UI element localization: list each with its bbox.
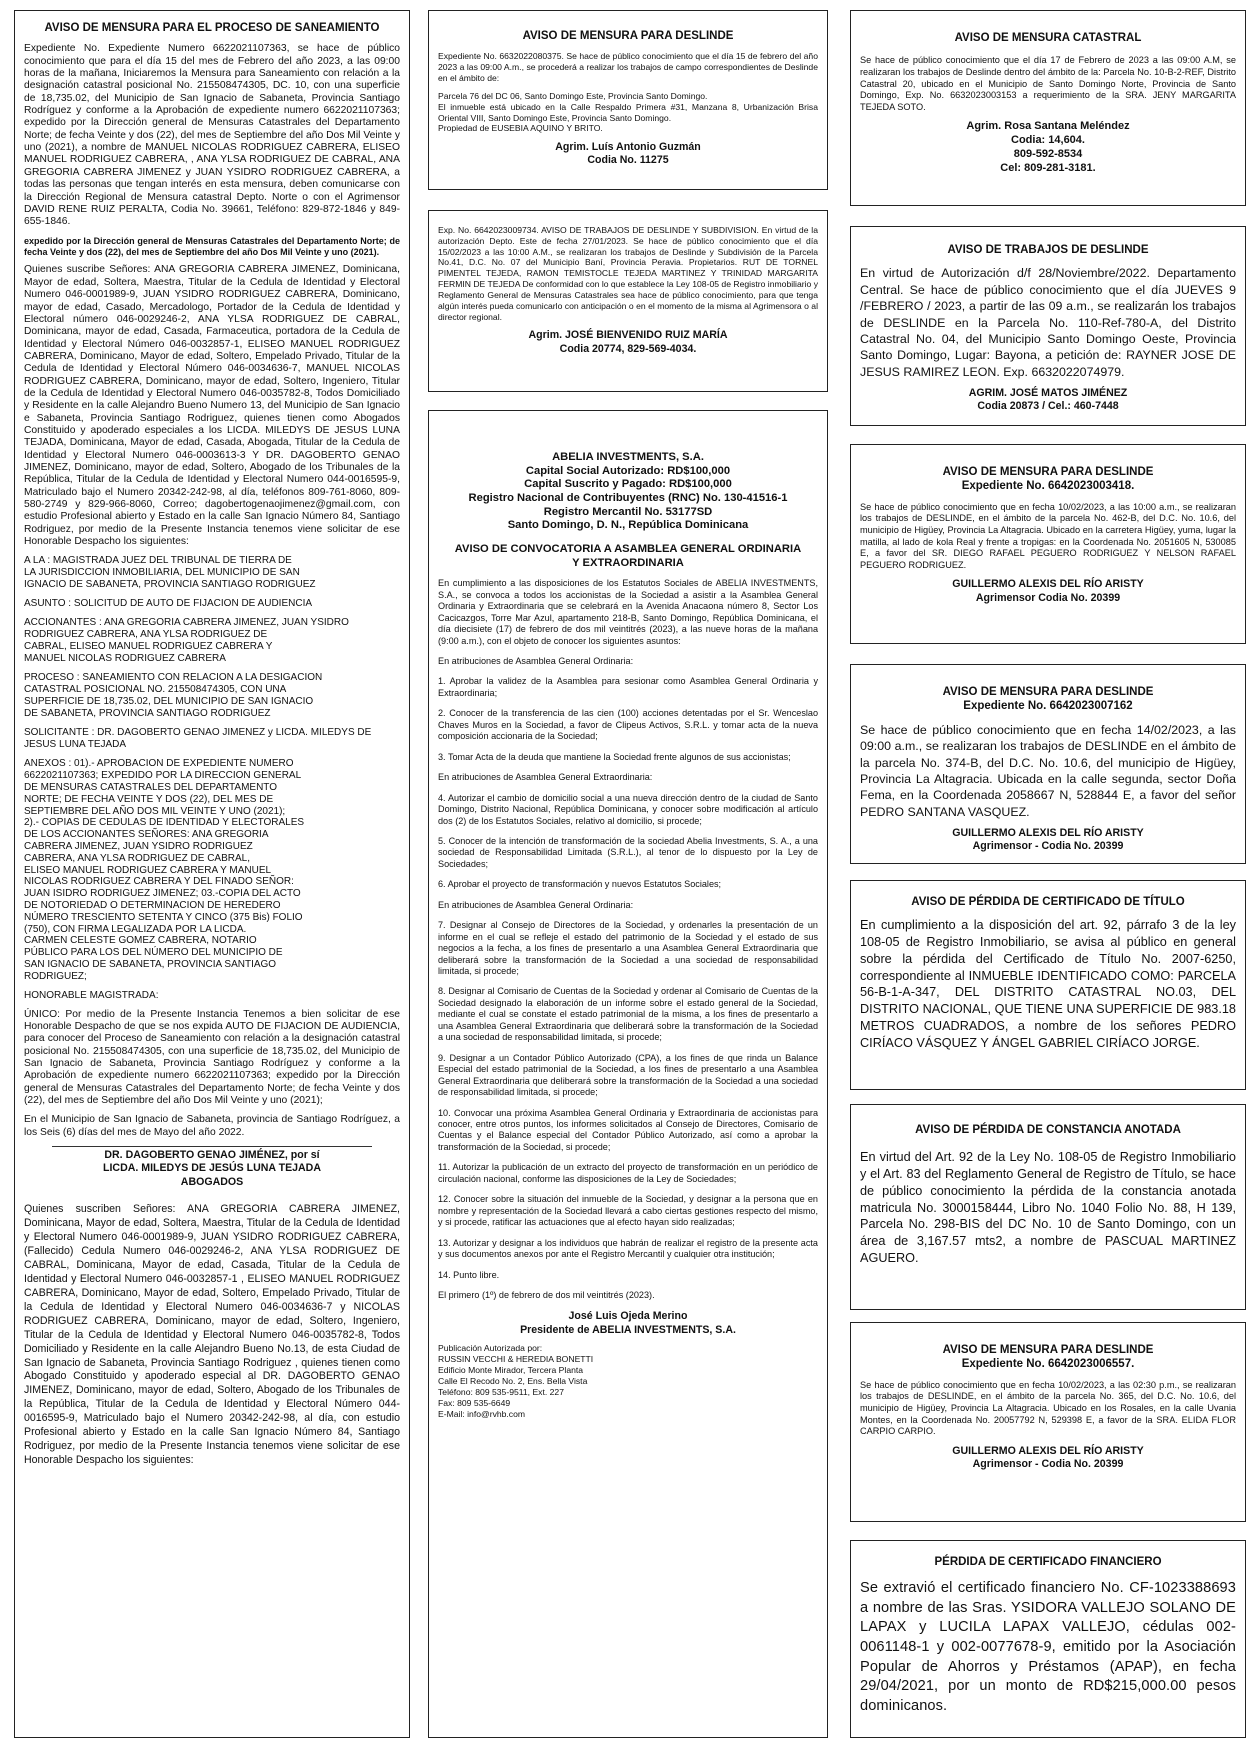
signature: AGRIM. JOSÉ MATOS JIMÉNEZ Codia 20873 / Cel.: 460-7448	[968, 387, 1128, 413]
agenda-item: En atribuciones de Asamblea General Ordinaria:	[438, 899, 634, 910]
notice-paragraph: ACCIONANTES : ANA GREGORIA CABRERA JIMENEZ, JUAN YSIDRO RODRIGUEZ CABRERA, ANA YLSA RODRIGUEZ DE CABRAL, ELISEO MANUEL RODRIGUEZ CABRERA Y MANUEL NICOLAS RODRIGUEZ CABRERA	[24, 617, 349, 665]
notice-deslinde-subdivision	[428, 210, 828, 392]
notice-paragraph: ASUNTO : SOLICITUD DE AUTO DE FIJACION DE AUDIENCIA	[24, 598, 313, 610]
signature: Agrim. Rosa Santana Meléndez Codia: 14,604. 809-592-8534 Cel: 809-281-3181.	[966, 120, 1130, 174]
notice-paragraph: Exp. No. 6642023009734. AVISO DE TRABAJOS DE DESLINDE Y SUBDIVISION. En virtud de la autorización Depto. Este de fecha 27/01/2023. Se hace de público conocimiento que el día 15/02/2023 a las 10:00 A.M., se realizaran los trabajos de Deslinde y Subdivisión de la Parcela No.41, D.C. No. 07 del Municipio Baní, Provincia Peravia. Propietarios. RUT DE TORNEL PIMENTEL TEJEDA, RAMON TEMISTOCLE TEJEDA MARTINEZ Y TRINIDAD MARGARITA FERMIN DE TEJEDA De conformidad con lo que establece la Ley 108-05 de Registro inmobiliario y Reglamento General de Mensuras Catastrales sea hace de público conocimiento, para que tenga algún interés pueda comunicarlo con anticipación o en el momento de la misma al Agrimensora o al director regional.	[438, 225, 818, 322]
notice-paragraph: Parcela 76 del DC 06, Santo Domingo Este, Provincia Santo Domingo. El inmueble está ubicado en la Calle Respaldo Primera #31, Manzana 8, Urbanización Brisa Oriental VIII, Santo Domingo Este, Provincia Santo Domingo. Propiedad de EUSEBIA AQUINO Y BRITO.	[438, 90, 818, 134]
notice-mensura-catastral	[850, 10, 1246, 206]
signature-line	[52, 1146, 372, 1147]
notice-paragraph: En cumplimiento a la disposición del art. 92, párrafo 3 de la ley 108-05 de Registro Inmobiliario, se avisa al público en general sobre la pérdida del Certificado de Título No. 2007-6250, correspondiente al INMUEBLE IDENTIFICADO COMO: PARCELA 56-B-1-A-347, DEL DISTRITO CATASTRAL NO.03, DEL DISTRITO NACIONAL, QUE TIENE UNA SUPERFICIE DE 983.18 METROS CUADRADOS, a nombre de los señores PEDRO CIRÍACO VÁSQUEZ Y ÁNGEL GABRIEL CIRÍACO JORGE.	[860, 918, 1236, 1050]
notice-title: AVISO DE CONVOCATORIA A ASAMBLEA GENERAL ORDINARIA Y EXTRAORDINARIA	[454, 542, 802, 569]
signature: Agrim. JOSÉ BIENVENIDO RUIZ MARÍA Codia 20774, 829-569-4034.	[528, 329, 728, 355]
notice-paragraph: En el Municipio de San Ignacio de Sabaneta, provincia de Santiago Rodríguez, a los Seis (6) días del mes de Mayo del año 2022.	[24, 1114, 400, 1138]
notice-perdida-constancia	[850, 1104, 1246, 1310]
agenda-item: 5. Conocer de la intención de transformación de la sociedad Abelia Investments, S. A., a una sociedad de Responsabilidad Limitada (S.R.L.), al tenor de lo dispuesto por la Ley de Sociedades;	[438, 835, 818, 869]
notice-paragraph: Expediente No. 6632022080375. Se hace de público conocimiento que el día 15 de febrero del año 2023 a las 09:00 A.m., se procederá a realizar los trabajos de campo correspondientes de Deslinde en el ámbito de:	[438, 51, 818, 84]
notice-paragraph: Quienes suscriben Señores: ANA GREGORIA CABRERA JIMENEZ, Dominicana, Mayor de edad, Soltera, Maestra, Titular de la Cedula de Identidad y Electoral Numero 046-0001989-9, JUAN YSIDRO RODRIGUEZ CABRERA, (Fallecido) Cedula Numero 046-0029246-2, ANA YLSA RODRIGUEZ DE CABRAL, Dominicana, Mayor de edad, Casada, Titular de la Cedula de Identidad y Electoral Numero 046-0032857-1 , ELISEO MANUEL RODRIGUEZ CABRERA, Dominicano, Mayor de edad, Soltero, Empelado Privado, Titular de la Cedula de Identidad y Electoral Numero 046-0034636-7 y NICOLAS RODRIGUEZ CABRERA, Dominicano, mayor de edad, Soltero, Ingeniero, Titular de la Cedula de Identidad y Electoral Numero 046-0035782-8, Todos Domiciliado y Residente en la calle Alejandro Bueno No.13, de esta Ciudad de San Ignacio de Sabaneta, Provincia Santiago Rodriguez , quienes tienen como Abogado Constituido y apoderado especial al DR. DAGOBERTO GENAO JIMENEZ, Dominicano, mayor de edad, Soltero, Abogado de los Tribunales de la República, Titular de la Cedula de Identidad y Electoral Número 044-0016595-9, Matriculado bajo el Numero 20342-242-98, al día, con estudio Profesional abierto y Estado en la calle San Ignacio Número 84, Santiago Rodriguez, por medio de la Presente Instancia tenemos viene solicitar de ese Honorable Despacho los siguientes:	[24, 1202, 400, 1467]
notice-paragraph: expedido por la Dirección general de Mensuras Catastrales del Departamento Norte; de fecha Veinte y dos (22), del mes de Septiembre del año Dos Mil Veinte y uno (2021).	[24, 235, 400, 257]
notice-paragraph: Se hace de público conocimiento que en fecha 10/02/2023, a las 02:30 p.m., se realizaran los trabajos de DESLINDE, en el ámbito de la parcela No. 365, del D.C. No. 10.6, del municipio de Higüey, Provincia La Altagracia. Ubicado en los Rosales, en la calle Uvania Montes, en la Coordenada No. 20057792 N, 529398 E, a favor de la SRA. ELIDA FLOR CARPIO CARPIO.	[860, 1379, 1236, 1437]
agenda-item: En atribuciones de Asamblea General Extraordinaria:	[438, 772, 653, 783]
signature: GUILLERMO ALEXIS DEL RÍO ARISTY Agrimensor - Codia No. 20399	[952, 1444, 1144, 1470]
agenda-item: 14. Punto libre.	[438, 1269, 500, 1280]
agenda-item: 6. Aprobar el proyecto de transformación y nuevos Estatutos Sociales;	[438, 879, 722, 890]
notice-title: AVISO DE MENSURA PARA DESLINDE	[522, 30, 734, 42]
notice-paragraph: En virtud del Art. 92 de la Ley No. 108-05 de Registro Inmobiliario y el Art. 83 del Reglamento General de Registro de Título, se hace de público conocimiento la pérdida de la constancia anotada matricula No. 3000158444, Libro No. 1040 Folio No. 88, H 139, Parcela No. 298-BIS del DC No. 10 de Santo Domingo, con un área de 3,167.57 mts2, a nombre de PASCUAL MARTINEZ AGUERO.	[860, 1150, 1236, 1265]
notice-title: AVISO DE MENSURA PARA DESLINDE Expediente No. 6642023007162	[942, 686, 1154, 713]
notice-paragraph: Se hace de público conocimiento que el día 17 de Febrero de 2023 a las 09:00 A.M, se realizaran los trabajos de Deslinde dentro del ámbito de la: Parcela No. 10-B-2-REF, Distrito Catastral 20, ubicado en el Municipio de Santo Domingo Norte, Provincia de Santo Domingo, Exp. No. 6632023003153 a requerimiento de la SRA. JENY MARGARITA TEJEDA SOTO.	[860, 55, 1236, 112]
publication-info: Publicación Autorizada por: RUSSIN VECCHI & HEREDIA BONETTI Edificio Monte Mirador, Tercera Planta Calle El Recodo No. 2, Ens. Bella Vista Teléfono: 809 535-9511, Ext. 227 Fax: 809 535-6649 E-Mail: info@rvhb.com	[438, 1342, 594, 1419]
agenda-item: En atribuciones de Asamblea General Ordinaria:	[438, 655, 634, 666]
notice-deslinde-6557	[850, 1322, 1246, 1522]
signature: José Luis Ojeda Merino Presidente de ABELIA INVESTMENTS, S.A.	[520, 1310, 736, 1336]
notice-title: PÉRDIDA DE CERTIFICADO FINANCIERO	[934, 1556, 1162, 1568]
notice-paragraph: Expediente No. Expediente Numero 6622021107363, se hace de público conocimiento que para el día 15 del mes de Febrero del año 2023, a las 09:00 horas de la mañana, Iniciaremos la Mensura para Saneamiento con relación a la designación catastral posicional No. 215508474305, DC. 10, con una superficie de 18,735.02, del Municipio de San Ignacio de Sabaneta, Provincia Santiago Rodríguez y conforme a la Aprobación de expediente numero 6622021107363; expedido por la Dirección general de Mensuras Catastrales del Departamento Norte; de fecha Veinte y dos (22), del mes de Septiembre del año Dos Mil Veinte y uno (2021), a nombre de MANUEL NICOLAS RODRIGUEZ CABRERA, ELISEO MANUEL RODRIGUEZ CABRERA, , ANA YLSA RODRIGUEZ DE CABRAL, ANA GREGORIA CABRERA JIMENEZ y JUAN YSIDRO RODRIGUEZ CABRERA, a todas las personas que tengan interés en esta mensura, deben comunicarse con la Dirección Regional de Mensura catastral Depto. Norte o con el Agrimensor DAVID RENE RUIZ PERALTA, Codia No. 39661, Teléfono: 829-872-1846 y 849-655-1846.	[24, 43, 400, 228]
notice-title: AVISO DE MENSURA PARA DESLINDE Expediente No. 6642023006557.	[942, 1344, 1154, 1371]
notice-title: AVISO DE MENSURA PARA EL PROCESO DE SANEAMIENTO	[44, 22, 380, 34]
agenda-item: 7. Designar al Consejo de Directores de la Sociedad, y ordenarles la presentación de un informe en el cual se refleje el estado del patrimonio de la Sociedad y el estado de sus negocios a la fecha, a los fines de presentarlo a una Asamblea General Extraordinaria que deliberará sobre la transformación de la Sociedad a una sociedad de responsabilidad limitada, si procede;	[438, 920, 818, 977]
signature: DR. DAGOBERTO GENAO JIMÉNEZ, por sí LICDA. MILEDYS DE JESÚS LUNA TEJADA ABOGADOS	[103, 1149, 321, 1188]
notice-saneamiento	[14, 10, 410, 1738]
signature: GUILLERMO ALEXIS DEL RÍO ARISTY Agrimensor Codia No. 20399	[952, 578, 1144, 604]
notice-title: AVISO DE MENSURA PARA DESLINDE Expediente No. 6642023003418.	[942, 466, 1154, 493]
notice-paragraph: Quienes suscribe Señores: ANA GREGORIA CABRERA JIMENEZ, Dominicana, Mayor de edad, Soltera, Maestra, Titular de la Cedula de Identidad y Electoral Numero 046-0001989-9, JUAN YSIDRO RODRIGUEZ CABRERA, Dominicano, mayor de edad, Casado, Mercadologo, Portador de la Cedula de Identidad y Electoral número 046-0029246-2, ANA YLSA RODRIGUEZ DE CABRAL, Dominicana, mayor de edad, Casada, Farmaceutica, portadora de la Cedula de Identidad y Electoral Número 046-0032857-1, ELISEO MANUEL RODRIGUEZ CABRERA, Dominicano, Mayor de edad, Soltero, Empelado Privado, Titular de la Cedula de Identidad y Electoral Número 046-0034636-7, MANUEL NICOLAS RODRIGUEZ CABRERA, Dominicano, mayor de edad, Soltero, Ingeniero, Titular de la Cedula de Identidad y Electoral Numero 046-0035782-8, Todos Domiciliado y Residente en la calle Alejandro Bueno Numero 13, del Municipio de San Ignacio e Sabaneta, Provincia Santiago Rodriguez, quienes tienen como Abogados Constituido y apoderado especiales a los LICDA. MILEDYS DE JESUS LUNA TEJADA, Dominicana, Mayor de edad, Casada, Abogada, Titular de la Cedula de Identidad y Electoral Numero 046-0003613-3 Y DR. DAGOBERTO GENAO JIMENEZ, Dominicano, mayor de edad, Soltero, Abogado de los Tribunales de la República, Titular de la Cedula de Identidad y Electoral Numero 044-0016595-9, Matriculado bajo el Numero 20342-242-98, al día, teléfonos 809-761-8060, 809-580-2749 y 829-966-8060, Correo; dagobertogenaojimenez@gmail.com, con estudio Profesional abierto y Estado en la calle San Ignacio Número 84, Santiago Rodriguez, por medio de la Presente Instancia tenemos viene solicitar de ese Honorable Despacho los siguientes:	[24, 264, 400, 548]
notice-paragraph: HONORABLE MAGISTRADA:	[24, 989, 159, 1001]
notice-deslinde-3418	[850, 444, 1246, 644]
notice-title: AVISO DE PÉRDIDA DE CONSTANCIA ANOTADA	[915, 1124, 1181, 1136]
agenda-item: 2. Conocer de la transferencia de las cien (100) acciones detentadas por el Sr. Wenceslao Chaves Muros en la Sociedad, a favor de Clipeus Activos, S.R.L. y tomar acta de la nueva composición accionaria de la Sociedad;	[438, 708, 818, 742]
agenda-item: 4. Autorizar el cambio de domicilio social a una nueva dirección dentro de la ciudad de Santo Domingo, Distrito Nacional, República Dominicana, y conocer sobre modificación al artículo dos (2) de los Estatutos Sociales, relativo al domicilio, si procede;	[438, 792, 818, 826]
notice-paragraph: SOLICITANTE : DR. DAGOBERTO GENAO JIMENEZ y LICDA. MILEDYS DE JESUS LUNA TEJADA	[24, 727, 372, 751]
notice-title: AVISO DE MENSURA CATASTRAL	[954, 32, 1142, 44]
notice-paragraph: A LA : MAGISTRADA JUEZ DEL TRIBUNAL DE TIERRA DE LA JURISDICCION INMOBILIARIA, DEL MUNICIPIO DE SAN IGNACIO DE SABANETA, PROVINCIA SANTIAGO RODRIGUEZ	[24, 555, 316, 591]
agenda-list	[438, 578, 818, 1301]
agenda-item: 9. Designar a un Contador Público Autorizado (CPA), a los fines de que rinda un Balance Especial del estado patrimonial de la Sociedad, a los fines de presentarlo a una Asamblea General Extraordinaria que deliberará sobre la transformación de la Sociedad a una sociedad de responsabilidad limitada, si procede;	[438, 1052, 818, 1098]
notice-perdida-certificado-financiero	[850, 1540, 1246, 1738]
agenda-item: 1. Aprobar la validez de la Asamblea para sesionar como Asamblea General Ordinaria y Extraordinaria;	[438, 676, 818, 698]
agenda-item: 8. Designar al Comisario de Cuentas de la Sociedad y ordenar al Comisario de Cuentas de la Sociedad designado la elaboración de un informe sobre el estado general de la Sociedad, mediante el cual se constate el estado patrimonial de la misma, a los fines de presentarlo a una Asamblea General Extraordinaria que deliberará sobre la transformación de la Sociedad a una sociedad de responsabilidad limitada, si procede;	[438, 986, 818, 1043]
agenda-item: 3. Tomar Acta de la deuda que mantiene la Sociedad frente algunos de sus accionistas;	[438, 751, 791, 762]
notice-title: AVISO DE PÉRDIDA DE CERTIFICADO DE TÍTULO	[911, 896, 1185, 908]
agenda-item: 12. Conocer sobre la situación del inmueble de la Sociedad, y designar a la persona que en nombre y representación de la Sociedad llevará a cabo ciertas gestiones respecto del mismo, y si procede, ratificar las actuaciones que al efecto hayan sido realizadas;	[438, 1194, 818, 1228]
agenda-item: El primero (1º) de febrero de dos mil veintitrés (2023).	[438, 1290, 655, 1300]
agenda-item: En cumplimiento a las disposiciones de los Estatutos Sociales de ABELIA INVESTMENTS, S.A., se convoca a todos los accionistas de la Sociedad a asistir a la Asamblea General Ordinaria y Extraordinaria que se celebrará en la Avenida Anacaona número 8, Sector Los Cacicazgos, Torre Mar Azul, apartamento 218-B, Santo Domingo, República Dominicana, el día diecisiete (17) de febrero de dos mil veintitrés (2023), a las nueve horas de la mañana (9:00 a.m.), con el objeto de conocer los siguientes asuntos:	[438, 578, 818, 646]
notice-perdida-certificado-titulo	[850, 880, 1246, 1090]
notice-paragraph: Se hace de público conocimiento que en fecha 10/02/2023, a las 10:00 a.m., se realizaran los trabajos de DESLINDE, en el ámbito de la parcela No. 462-B, del D.C. No. 10.6, del municipio de Higüey, Provincia La Altagracia. Ubicado en la carretera Higüey, yuma, lugar la matilla, al lado de kola Real y frente a tropigas: en la Coordenada No. 2051605 N, 530085 E, a favor del SR. DIEGO RAFAEL PEGUERO RODRIGUEZ Y NELSON RAFAEL PEGUERO RODRIGUEZ.	[860, 501, 1236, 570]
notice-abelia-investments	[428, 410, 828, 1738]
signature: Agrim. Luís Antonio Guzmán Codia No. 11275	[555, 141, 701, 167]
notice-mensura-deslinde	[428, 10, 828, 190]
notice-trabajos-deslinde	[850, 226, 1246, 426]
notice-paragraph: Se hace de público conocimiento que en fecha 14/02/2023, a las 09:00 a.m., se realizaran los trabajos de DESLINDE en el ámbito de la parcela No. 374-B, del D.C. No. 10.6, del municipio de Higüey, Provincia La Altagracia. Ubicada en la calle segunda, sector Doña Fema, en la Coordenada 2058667 N, 528844 E, a favor del señor PEDRO SANTANA VASQUEZ.	[860, 722, 1236, 819]
company-header: ABELIA INVESTMENTS, S.A. Capital Social Autorizado: RD$100,000 Capital Suscrito y Pagado: RD$100,000 Registro Nacional de Contribuyentes (RNC) No. 130-41516-1 Registro Mercantil No. 53177SD Santo Domingo, D. N., República Dominicana	[468, 451, 788, 532]
notice-paragraph: En virtud de Autorización d/f 28/Noviembre/2022. Departamento Central. Se hace de público conocimiento que el día JUEVES 9 /FEBRERO / 2023, a partir de las 09 a.m., se realizarán los trabajos de DESLINDE en la Parcela No. 110-Ref-780-A, del Distrito Catastral No. 04, del Municipio Santo Domingo Oeste, Provincia Santo Domingo, Lugar: Bayona, a petición de: RAYNER JOSE DE JESUS RAMIREZ LEON. Exp. 6632022074979.	[860, 266, 1236, 379]
notice-paragraph: PROCESO : SANEAMIENTO CON RELACION A LA DESIGACION CATASTRAL POSICIONAL NO. 215508474305, CON UNA SUPERFICIE DE 18,735.02, DEL MUNICIPIO DE SAN IGNACIO DE SABANETA, PROVINCIA SANTIAGO RODRIGUEZ	[24, 672, 323, 720]
notice-deslinde-7162	[850, 664, 1246, 864]
agenda-item: 13. Autorizar y designar a los individuos que habrán de realizar el registro de la presente acta y sus documentos anexos por ante el Registro Mercantil y cualquier otra institución;	[438, 1237, 818, 1260]
notice-paragraph: ÚNICO: Por medio de la Presente Instancia Tenemos a bien solicitar de ese Honorable Despacho de que se nos expida AUTO DE FIJACION DE AUDIENCIA, para conocer del Proceso de Saneamiento con relación a la designación catastral posicional No. 215508474305, con una superficie de 18,735.02, del Municipio de San Ignacio de Sabaneta, Provincia Santiago Rodríguez y conforme a la Aprobación de expediente numero 6622021107363; expedido por la Dirección general de Mensuras Catastrales del Departamento Norte; de fecha Veinte y dos (22), del mes de Septiembre del año Dos Mil Veinte y uno (2021);	[24, 1008, 400, 1107]
notice-title: AVISO DE TRABAJOS DE DESLINDE	[947, 244, 1149, 256]
notice-paragraph: ANEXOS : 01).- APROBACION DE EXPEDIENTE NUMERO 6622021107363; EXPEDIDO POR LA DIRECCION GENERAL DE MENSURAS CATASTRALES DEL DEPARTAMENTO NORTE; DE FECHA VEINTE Y DOS (22), DEL MES DE SEPTIEMBRE DEL AÑO DOS MIL VEINTE Y UNO (2021); 2).- COPIAS DE CEDULAS DE IDENTIDAD Y ELECTORALES DE LOS ACCIONANTES SEÑORES: ANA GREGORIA CABRERA JIMENEZ, JUAN YSIDRO RODRIGUEZ CABRERA, ANA YLSA RODRIGUEZ DE CABRAL, ELISEO MANUEL RODRIGUEZ CABRERA Y MANUEL NICOLAS RODRIGUEZ CABRERA Y DEL FINADO SEÑOR: JUAN ISIDRO RODRIGUEZ JIMENEZ; 03.-COPIA DEL ACTO DE NOTORIEDAD O DETERMINACION DE HEREDERO NÚMERO TRESCIENTO SETENTA Y CINCO (375 Bis) FOLIO (750), CON FIRMA LEGALIZADA POR LA LICDA. CARMEN CELESTE GOMEZ CABRERA, NOTARIO PÚBLICO PARA LOS DEL NÚMERO DEL MUNICIPIO DE SAN IGNACIO DE SABANETA, PROVINCIA SANTIAGO RODRIGUEZ;	[24, 758, 305, 982]
agenda-item: 10. Convocar una próxima Asamblea General Ordinaria y Extraordinaria de accionistas para conocer, entre otros puntos, los informes solicitados al Consejo de Directores, Comisario de Cuentas y el Balance especial del Contador Público Autorizado, así como a aprobar la transformación de la Sociedad, si procede;	[438, 1107, 818, 1152]
agenda-item: 11. Autorizar la publicación de un extracto del proyecto de transformación en un periódico de circulación nacional, conforme las disposiciones de la Ley de Sociedades;	[438, 1162, 818, 1184]
notice-paragraph: Se extravió el certificado financiero No. CF-1023388693 a nombre de las Sras. YSIDORA VALLEJO SOLANO DE LAPAX y LUCILA LAPAX VALLEJO, cédulas 002-0061148-1 y 002-0077678-9, emitido por la Asociación Popular de Ahorros y Préstamos (APAP), en fecha 29/04/2021, por un monto de RD$215,000.00 pesos dominicanos.	[860, 1580, 1236, 1714]
signature: GUILLERMO ALEXIS DEL RÍO ARISTY Agrimensor - Codia No. 20399	[952, 827, 1144, 853]
